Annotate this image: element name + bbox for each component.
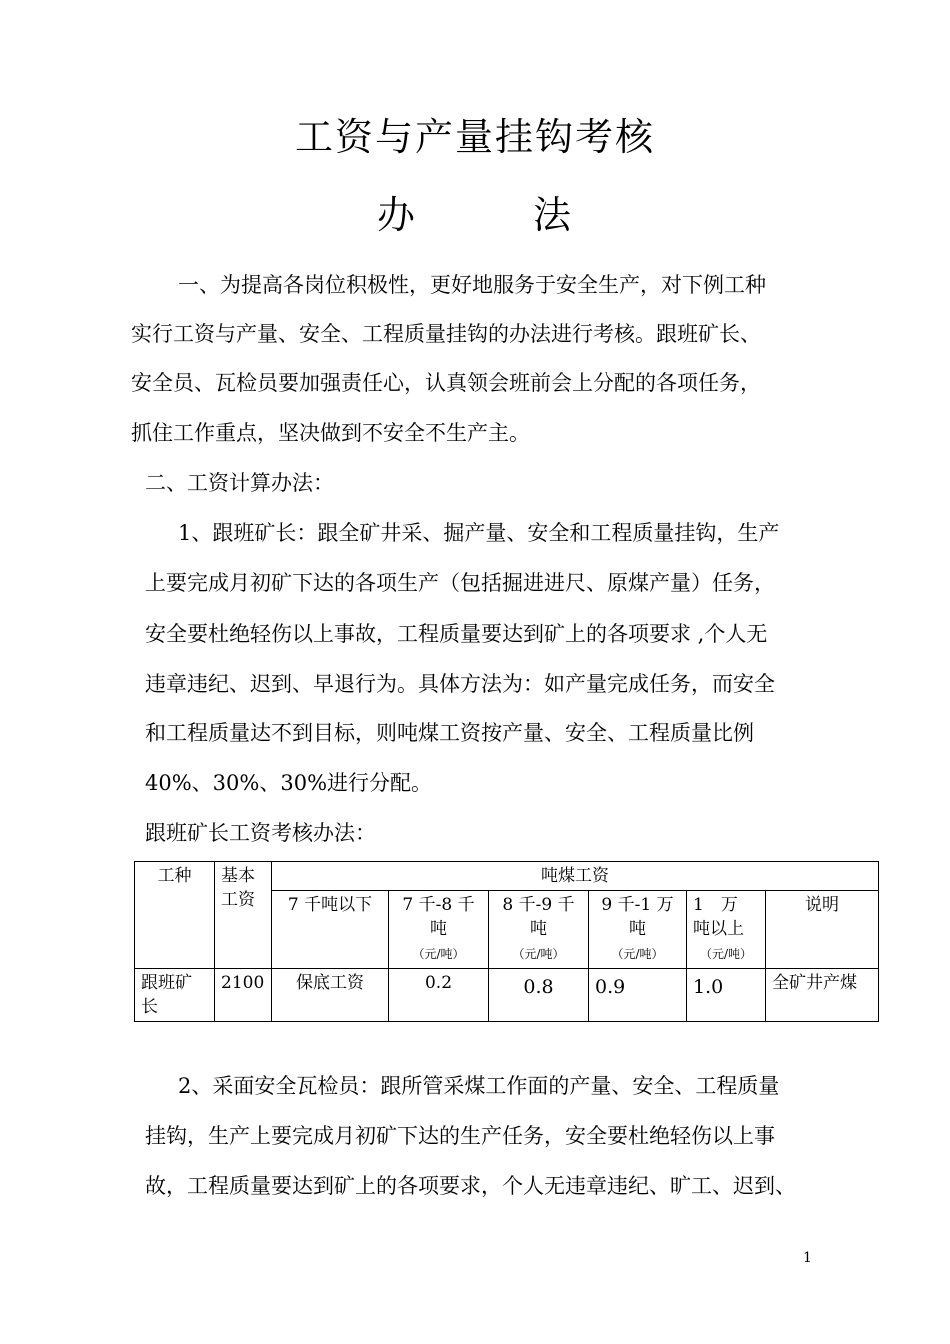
paragraph-3-line-6: 40%、30%、30%进行分配。 xyxy=(145,771,433,795)
paragraph-1-line-2: 实行工资与产量、安全、工程质量挂钩的办法进行考核。跟班矿长、 xyxy=(131,322,761,346)
paragraph-4-line-3: 故，工程质量要达到矿上的各项要求，个人无违章违纪、旷工、迟到、 xyxy=(145,1174,796,1198)
paragraph-3-line-4: 违章违纪、迟到、早退行为。具体方法为：如产量完成任务，而安全 xyxy=(145,672,775,696)
header-col-below-7k: 7 千吨以下 xyxy=(272,891,389,969)
header-col-label: 7 千-8 千吨 xyxy=(402,895,475,939)
paragraph-4-line-2: 挂钩，生产上要完成月初矿下达的生产任务，安全要杜绝轻伤以上事 xyxy=(145,1124,775,1148)
header-col-7k-8k xyxy=(389,891,489,969)
header-col-above-10k xyxy=(687,891,766,969)
paragraph-4-line-1: 2、采面安全瓦检员：跟所管采煤工作面的产量、安全、工程质量 xyxy=(178,1074,780,1098)
cell-9k-10k: 0.9 xyxy=(589,969,687,1022)
paragraph-1-line-1: 一、为提高各岗位积极性，更好地服务于安全生产，对下例工种 xyxy=(178,273,766,297)
cell-8k-9k: 0.8 xyxy=(489,969,589,1022)
header-job-type: 工种 xyxy=(135,862,215,969)
header-col-note: 说明 xyxy=(766,891,879,969)
paragraph-1-line-3: 安全员、瓦检员要加强责任心，认真领会班前会上分配的各项任务， xyxy=(131,371,761,395)
header-col-label: 9 千-1 万吨 xyxy=(601,895,674,939)
header-col-label: 1 万 吨以上 xyxy=(693,895,744,939)
header-base-wage: 基本工资 xyxy=(215,862,272,969)
document-subtitle xyxy=(0,184,950,239)
unit-label: （元/吨） xyxy=(412,947,465,961)
section-heading-wage-calculation: 二、工资计算办法： xyxy=(145,471,334,495)
page-number: 1 xyxy=(803,1250,812,1266)
cell-below-7k: 保底工资 xyxy=(272,969,389,1022)
wage-assessment-table xyxy=(134,861,879,1022)
cell-above-10k: 1.0 xyxy=(687,969,766,1022)
cell-base-wage: 2100 xyxy=(215,969,272,1022)
header-col-label: 8 千-9 千吨 xyxy=(502,895,575,939)
document-title: 工资与产量挂钩考核 xyxy=(294,115,655,159)
subtitle-char-right: 法 xyxy=(533,193,574,237)
cell-note: 全矿井产煤 xyxy=(766,969,879,1022)
subtitle-char-left: 办 xyxy=(376,193,417,237)
paragraph-3-line-3: 安全要杜绝轻伤以上事故，工程质量要达到矿上的各项要求 ,个人无 xyxy=(145,622,768,646)
table-caption: 跟班矿长工资考核办法： xyxy=(145,821,376,845)
unit-label: （元/吨） xyxy=(699,947,753,961)
paragraph-1-line-4: 抓住工作重点，坚决做到不安全不生产主。 xyxy=(131,421,530,445)
cell-job-type: 跟班矿长 xyxy=(135,969,215,1022)
header-col-8k-9k xyxy=(489,891,589,969)
unit-label: （元/吨） xyxy=(611,947,664,961)
unit-label: （元/吨） xyxy=(512,947,565,961)
cell-7k-8k: 0.2 xyxy=(389,969,489,1022)
paragraph-3-line-2: 上要完成月初矿下达的各项生产（包括掘进进尺、原煤产量）任务， xyxy=(145,571,775,595)
paragraph-3-line-5: 和工程质量达不到目标，则吨煤工资按产量、安全、工程质量比例 xyxy=(145,721,754,745)
header-per-ton-wage: 吨煤工资 xyxy=(272,862,879,891)
header-col-9k-10k xyxy=(589,891,687,969)
paragraph-3-line-1: 1、跟班矿长：跟全矿井采、掘产量、安全和工程质量挂钩，生产 xyxy=(178,521,780,545)
